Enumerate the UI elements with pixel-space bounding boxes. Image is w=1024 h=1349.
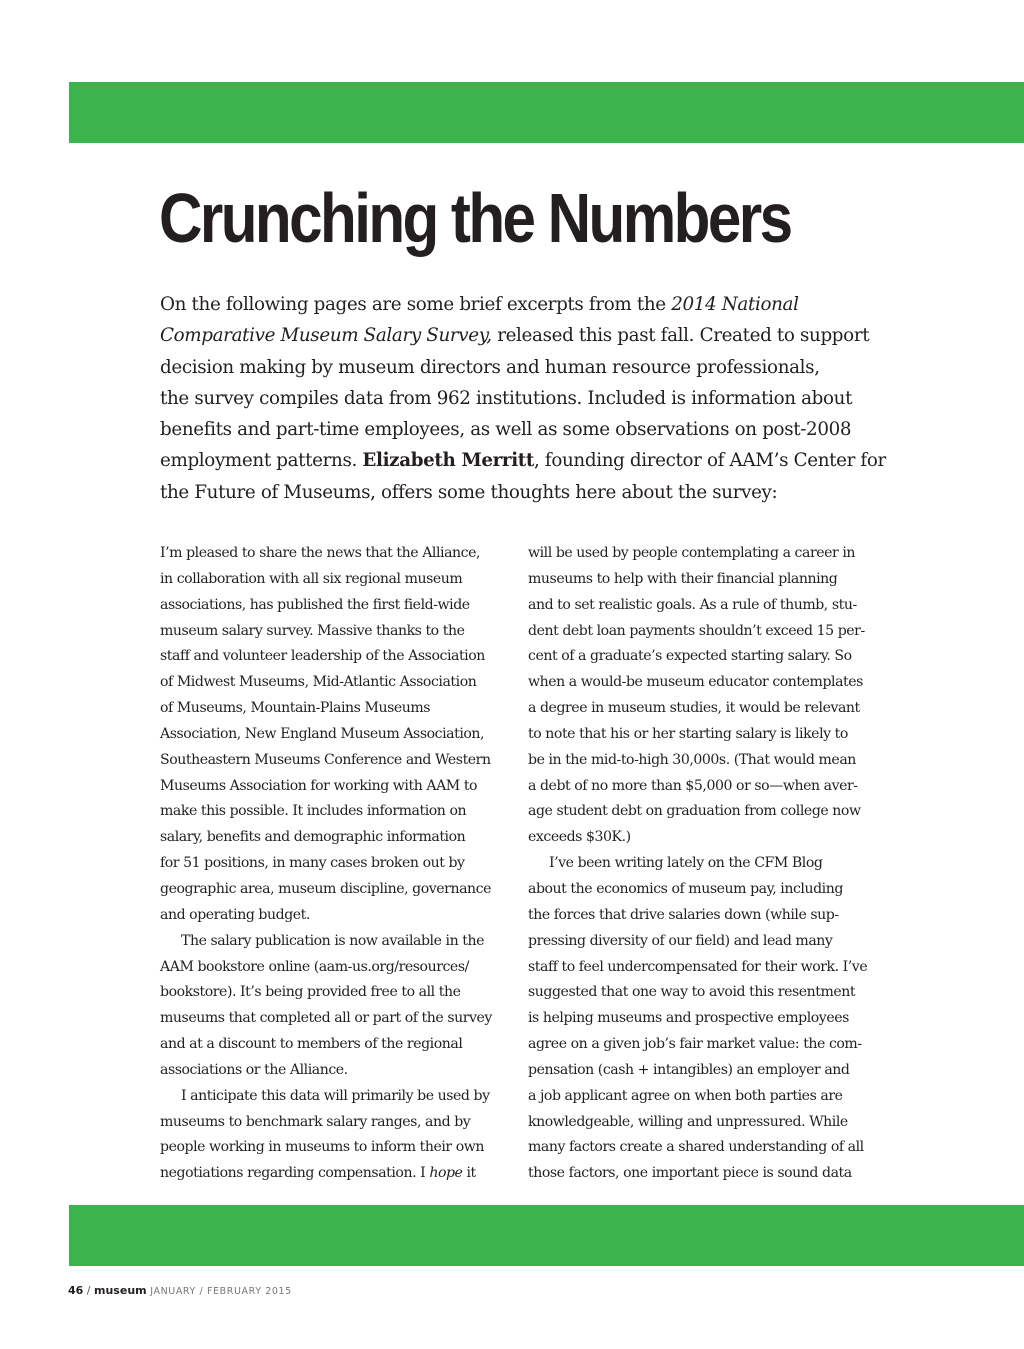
body-line: AAM bookstore online (aam-us.org/resources/ — [160, 958, 469, 975]
body-column-right — [528, 541, 878, 1187]
survey-title-italic: 2014 National — [671, 294, 799, 315]
body-line: a degree in museum studies, it would be relevant — [528, 700, 860, 717]
body-line: to note that his or her starting salary is likely to — [528, 725, 848, 742]
magazine-name: museum — [94, 1284, 147, 1297]
body-line: Southeastern Museums Conference and Western — [160, 751, 491, 768]
body-line: will be used by people contemplating a career in — [528, 545, 856, 561]
body-line: of Midwest Museums, Mid-Atlantic Association — [160, 674, 477, 691]
intro-text: employment patterns. — [160, 450, 363, 472]
top-green-band — [69, 82, 1024, 143]
body-line: the forces that drive salaries down (while sup- — [528, 906, 839, 923]
body-line: is helping museums and prospective employees — [528, 1010, 849, 1027]
author-name: Elizabeth Merritt — [362, 450, 534, 472]
body-line: for 51 positions, in many cases broken out by — [160, 855, 465, 872]
footer-separator: / — [83, 1284, 95, 1297]
intro-text: released this past fall. Created to support — [491, 325, 870, 347]
body-line: museums to help with their financial planning — [528, 570, 838, 587]
body-line: associations or the Alliance. — [160, 1061, 348, 1078]
page-title: Crunching the Numbers — [159, 179, 791, 257]
body-line: cent of a graduate’s expected starting salary. So — [528, 648, 852, 665]
body-line: museums that completed all or part of the survey — [160, 1010, 492, 1027]
intro-text: , founding director of AAM’s Center for — [534, 450, 886, 472]
bottom-green-band — [69, 1205, 1024, 1266]
body-line: Museums Association for working with AAM to — [160, 777, 478, 794]
body-line: in collaboration with all six regional museum — [160, 570, 463, 587]
body-line: age student debt on graduation from college now — [528, 803, 861, 820]
page-number: 46 — [68, 1284, 84, 1297]
intro-paragraph — [160, 289, 920, 508]
body-line: a job applicant agree on when both parties are — [528, 1087, 843, 1104]
body-line: and to set realistic goals. As a rule of thumb, stu- — [528, 596, 857, 613]
body-line: knowledgeable, willing and unpressured. While — [528, 1113, 848, 1130]
body-line: museum salary survey. Massive thanks to the — [160, 622, 465, 639]
body-line: be in the mid-to-high 30,000s. (That would mean — [528, 751, 856, 768]
body-line: I anticipate this data will primarily be used by — [181, 1087, 490, 1104]
page-footer — [68, 1284, 292, 1297]
body-line — [160, 1161, 510, 1187]
body-line: I’m pleased to share the news that the Alliance, — [160, 545, 481, 561]
body-line: of Museums, Mountain-Plains Museums — [160, 700, 431, 717]
body-line: Association, New England Museum Association, — [160, 725, 485, 742]
body-line: pressing diversity of our field) and lead many — [528, 932, 833, 949]
body-line: associations, has published the first field-wide — [160, 596, 470, 613]
intro-line: decision making by museum directors and human resource professionals, — [160, 356, 820, 378]
body-line: those factors, one important piece is sound data — [528, 1165, 852, 1182]
issue-date: JANUARY / FEBRUARY 2015 — [146, 1286, 292, 1297]
body-line: dent debt loan payments shouldn’t exceed 15 per- — [528, 622, 865, 639]
body-line: suggested that one way to avoid this resentment — [528, 984, 856, 1001]
body-column-left — [160, 541, 510, 1187]
intro-line: the Future of Museums, offers some thoughts here about the survey: — [160, 481, 778, 503]
survey-title-italic: Comparative Museum Salary Survey, — [160, 325, 492, 347]
body-text: negotiations regarding compensation. I — [160, 1165, 430, 1182]
body-line: pensation (cash + intangibles) an employer and — [528, 1061, 850, 1078]
intro-text: On the following pages are some brief excerpts from the — [160, 294, 672, 315]
body-line: a debt of no more than $5,000 or so—when aver- — [528, 777, 858, 794]
intro-line: the survey compiles data from 962 institutions. Included is information about — [160, 387, 853, 409]
body-text: it — [462, 1165, 476, 1182]
body-line: many factors create a shared understanding of all — [528, 1139, 864, 1156]
body-line: staff and volunteer leadership of the Association — [160, 648, 485, 665]
emphasis-italic: hope — [429, 1165, 463, 1182]
body-line: bookstore). It’s being provided free to all the — [160, 984, 461, 1001]
body-line: salary, benefits and demographic information — [160, 829, 466, 846]
body-line: I’ve been writing lately on the CFM Blog — [549, 855, 823, 872]
body-line: make this possible. It includes information on — [160, 803, 467, 820]
body-line: when a would-be museum educator contemplates — [528, 674, 863, 691]
body-line: and operating budget. — [160, 906, 310, 923]
body-line: about the economics of museum pay, including — [528, 880, 843, 897]
body-line: museums to benchmark salary ranges, and by — [160, 1113, 471, 1130]
intro-line: benefits and part-time employees, as well as some observations on post-2008 — [160, 419, 852, 441]
body-line: people working in museums to inform their own — [160, 1139, 485, 1156]
body-line: agree on a given job’s fair market value: the com- — [528, 1036, 862, 1053]
body-line: The salary publication is now available in the — [181, 932, 484, 949]
body-line: exceeds $30K.) — [528, 829, 631, 846]
body-line: geographic area, museum discipline, governance — [160, 880, 491, 897]
body-line: staff to feel undercompensated for their work. I’ve — [528, 958, 868, 975]
body-line: and at a discount to members of the regional — [160, 1036, 463, 1053]
